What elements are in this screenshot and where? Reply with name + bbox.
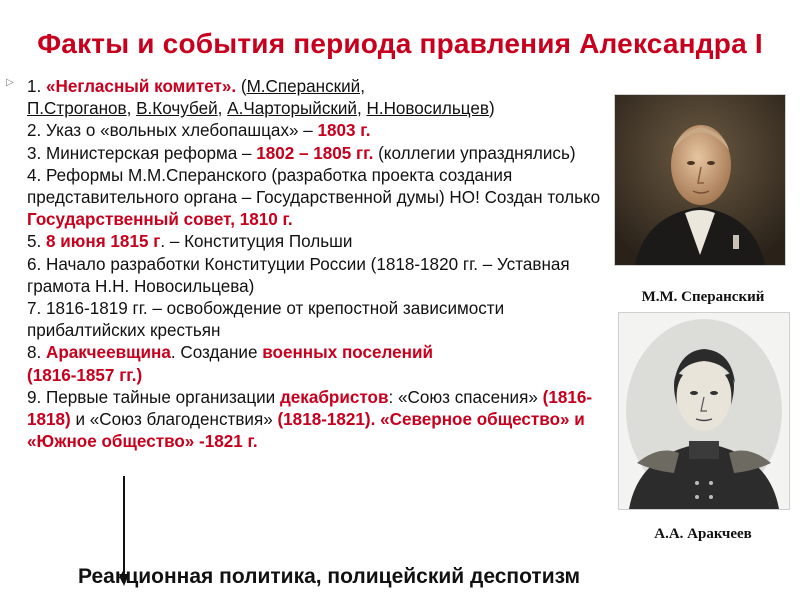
list-item-5: 5. 8 июня 1815 г. – Конституция Польши <box>27 232 353 252</box>
speransky-portrait <box>614 94 786 266</box>
list-item-7: 7. 1816-1819 гг. – освобождение от крепостной зависимости прибалтийских крестьян <box>27 299 505 341</box>
arakcheev-caption: А.А. Аракчеев <box>654 526 752 542</box>
list-item-2: 2. Указ о «вольных хлебопашцах» – 1803 г. <box>27 121 371 141</box>
small-triangle-icon: ▷ <box>6 77 14 88</box>
list-item-1: 1. «Негласный комитет». (М.Сперанский, П.Строганов, В.Кочубей, А.Чарторыйский, Н.Новосильцев) <box>27 77 495 119</box>
list-item-4: 4. Реформы М.М.Сперанского (разработка проекта создания представительного органа – Государственной думы) НО! Создан только Государственный совет, 1810 г. <box>27 165 601 230</box>
page-title: Факты и события периода правления Александра I <box>37 28 763 59</box>
list-item-9: 9. Первые тайные организации декабристов: «Союз спасения» (1816-1818) и «Союз благоденствия» (1818-1821). «Северное общество» и «Южное общество» -1821 г. <box>27 387 593 452</box>
list-item-8: 8. Аракчеевщина. Создание военных поселений (1816-1857 гг.) <box>27 343 433 385</box>
facts-list <box>27 76 607 453</box>
arakcheev-portrait <box>618 312 790 510</box>
speransky-caption: М.М. Сперанский <box>641 289 765 305</box>
list-item-6: 6. Начало разработки Конституции России (1818-1820 гг. – Уставная грамота Н.Н. Новосильцева) <box>27 254 570 296</box>
conclusion-text: Реакционная политика, полицейский деспотизм <box>78 565 581 588</box>
list-item-3: 3. Министерская реформа – 1802 – 1805 гг. (коллегии упразднялись) <box>27 143 576 163</box>
